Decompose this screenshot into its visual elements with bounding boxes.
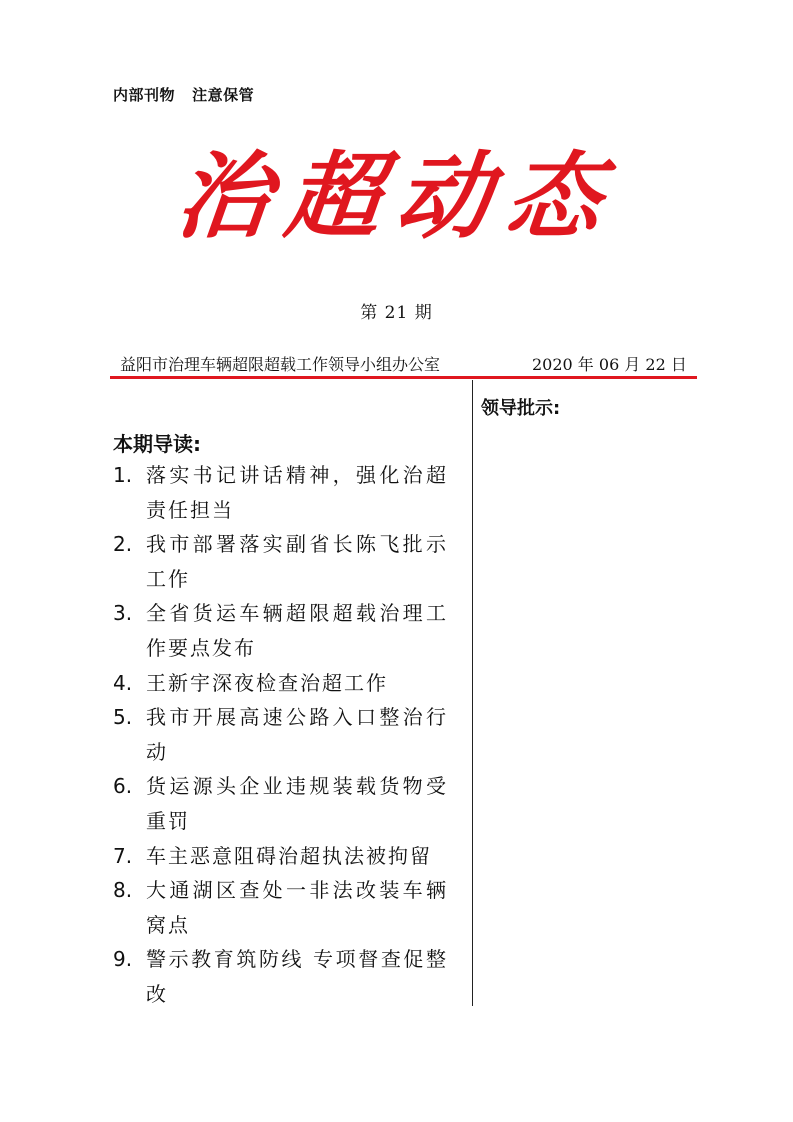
toc-item (113, 769, 448, 838)
toc-item (113, 839, 448, 874)
toc-item-number: 9. (113, 947, 133, 972)
toc-item-text: 警示教育筑防线 专项督查促整改 (146, 947, 448, 1006)
toc-item-text: 大通湖区查处一非法改装车辆窝点 (146, 878, 448, 937)
toc-item-text: 王新宇深夜检查治超工作 (146, 670, 388, 695)
toc-item-text: 我市开展高速公路入口整治行动 (146, 705, 448, 764)
toc-item-number: 8. (113, 878, 133, 903)
table-of-contents (113, 458, 448, 1012)
masthead-title: 治超动态 (170, 142, 623, 252)
toc-item (113, 666, 448, 701)
issue-number: 第 21 期 (360, 303, 433, 323)
column-divider (472, 380, 473, 1006)
toc-item (113, 458, 448, 527)
toc-item-number: 4. (113, 670, 133, 695)
toc-item (113, 527, 448, 596)
toc-item (113, 873, 448, 942)
toc-item-text: 我市部署落实副省长陈飞批示工作 (146, 532, 448, 591)
toc-heading: 本期导读: (113, 432, 201, 456)
toc-item (113, 700, 448, 769)
header-divider (110, 376, 697, 379)
toc-item-number: 7. (113, 843, 133, 868)
toc-item-number: 5. (113, 705, 133, 730)
toc-item-text: 货运源头企业违规装载货物受重罚 (146, 774, 448, 833)
confidential-note: 内部刊物 注意保管 (113, 86, 255, 104)
toc-item-text: 落实书记讲话精神，强化治超责任担当 (146, 463, 448, 522)
toc-item-number: 3. (113, 601, 133, 626)
toc-item-number: 6. (113, 774, 133, 799)
toc-item-text: 全省货运车辆超限超载治理工作要点发布 (146, 601, 448, 660)
toc-item-number: 2. (113, 532, 133, 557)
toc-item (113, 596, 448, 665)
toc-item-number: 1. (113, 463, 133, 487)
toc-item (113, 942, 448, 1011)
issuing-organization: 益阳市治理车辆超限超载工作领导小组办公室 (120, 355, 441, 374)
issue-date: 2020 年 06 月 22 日 (532, 355, 687, 374)
toc-item-text: 车主恶意阻碍治超执法被拘留 (146, 843, 432, 868)
approval-label: 领导批示: (481, 398, 561, 419)
